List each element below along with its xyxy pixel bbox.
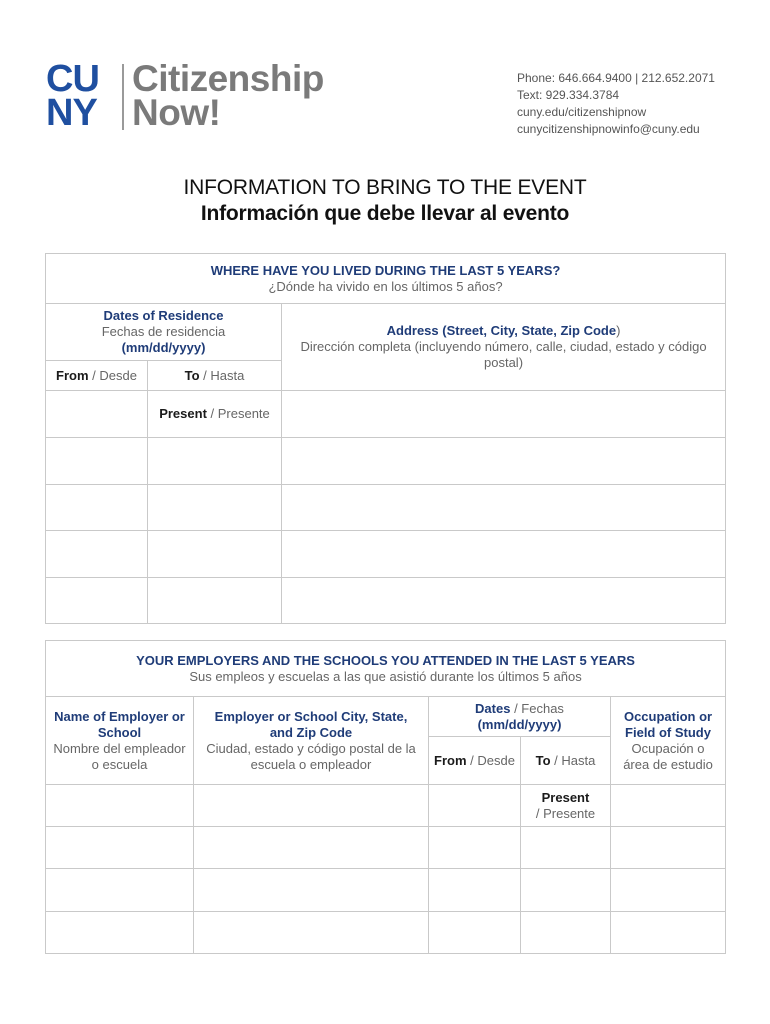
from-header: From / Desde bbox=[46, 361, 148, 391]
contact-text: Text: 929.334.3784 bbox=[517, 88, 620, 102]
employer-name-cell[interactable] bbox=[46, 827, 194, 869]
employer-name-cell[interactable] bbox=[46, 785, 194, 827]
employment-to-cell[interactable] bbox=[521, 912, 611, 954]
employment-to-cell[interactable] bbox=[521, 869, 611, 912]
occupation-cell[interactable] bbox=[611, 827, 726, 869]
residence-table bbox=[45, 253, 726, 624]
employer-name-cell[interactable] bbox=[46, 912, 194, 954]
employer-location-header: Employer or School City, State, and Zip Code Ciudad, estado y código postal de la escuela o empleador bbox=[194, 697, 429, 785]
employer-name-header: Name of Employer or School Nombre del empleador o escuela bbox=[46, 697, 194, 785]
residence-address-cell[interactable] bbox=[282, 531, 726, 578]
occupation-cell[interactable] bbox=[611, 912, 726, 954]
residence-from-cell[interactable] bbox=[46, 531, 148, 578]
residence-from-cell[interactable] bbox=[46, 391, 148, 438]
employer-location-cell[interactable] bbox=[194, 827, 429, 869]
residence-address-cell[interactable] bbox=[282, 391, 726, 438]
contact-email[interactable]: cunycitizenshipnowinfo@cuny.edu bbox=[517, 122, 700, 136]
employer-name-cell[interactable] bbox=[46, 869, 194, 912]
employment-to-cell[interactable] bbox=[521, 827, 611, 869]
residence-to-cell[interactable] bbox=[148, 531, 282, 578]
residence-address-cell[interactable] bbox=[282, 438, 726, 485]
residence-to-cell[interactable] bbox=[148, 578, 282, 624]
employer-location-cell[interactable] bbox=[194, 869, 429, 912]
residence-address-cell[interactable] bbox=[282, 578, 726, 624]
to-header: To / Hasta bbox=[148, 361, 282, 391]
residence-to-present-cell[interactable]: Present / Presente bbox=[148, 391, 282, 438]
employment-from-cell[interactable] bbox=[429, 869, 521, 912]
residence-from-cell[interactable] bbox=[46, 438, 148, 485]
contact-info bbox=[517, 70, 715, 138]
cuny-citizenship-now-logo bbox=[46, 58, 326, 134]
residence-to-cell[interactable] bbox=[148, 485, 282, 531]
employment-from-cell[interactable] bbox=[429, 785, 521, 827]
logo-wordmark: Citizenship Now! bbox=[132, 58, 324, 133]
employment-from-header: From / Desde bbox=[429, 737, 521, 785]
residence-heading: WHERE HAVE YOU LIVED DURING THE LAST 5 YEARS? ¿Dónde ha vivido en los últimos 5 años? bbox=[46, 254, 726, 304]
occupation-header: Occupation or Field of Study Ocupación o área de estudio bbox=[611, 697, 726, 785]
employment-dates-header: Dates / Fechas (mm/dd/yyyy) bbox=[429, 697, 611, 737]
residence-to-cell[interactable] bbox=[148, 438, 282, 485]
logo-cuny-mark: CU NY bbox=[46, 58, 99, 134]
dates-of-residence-header: Dates of Residence Fechas de residencia (mm/dd/yyyy) bbox=[46, 304, 282, 361]
employer-location-cell[interactable] bbox=[194, 785, 429, 827]
residence-from-cell[interactable] bbox=[46, 578, 148, 624]
contact-web[interactable]: cuny.edu/citizenshipnow bbox=[517, 105, 647, 119]
residence-from-cell[interactable] bbox=[46, 485, 148, 531]
residence-address-cell[interactable] bbox=[282, 485, 726, 531]
employment-heading: YOUR EMPLOYERS AND THE SCHOOLS YOU ATTENDED IN THE LAST 5 YEARS Sus empleos y escuelas a las que asistió durante los últimos 5 años bbox=[46, 641, 726, 697]
employment-to-header: To / Hasta bbox=[521, 737, 611, 785]
page-title: INFORMATION TO BRING TO THE EVENT bbox=[183, 176, 587, 199]
logo-divider bbox=[122, 64, 124, 130]
address-header: Address (Street, City, State, Zip Code) Dirección completa (incluyendo número, calle, ciudad, estado y código postal) bbox=[282, 304, 726, 391]
page-title-spanish: Información que debe llevar al evento bbox=[200, 202, 570, 225]
employment-from-cell[interactable] bbox=[429, 912, 521, 954]
contact-phone: Phone: 646.664.9400 | 212.652.2071 bbox=[517, 71, 715, 85]
employer-location-cell[interactable] bbox=[194, 912, 429, 954]
occupation-cell[interactable] bbox=[611, 785, 726, 827]
occupation-cell[interactable] bbox=[611, 869, 726, 912]
employment-table bbox=[45, 640, 726, 954]
employment-from-cell[interactable] bbox=[429, 827, 521, 869]
employment-to-present-cell[interactable]: Present / Presente bbox=[521, 785, 611, 827]
